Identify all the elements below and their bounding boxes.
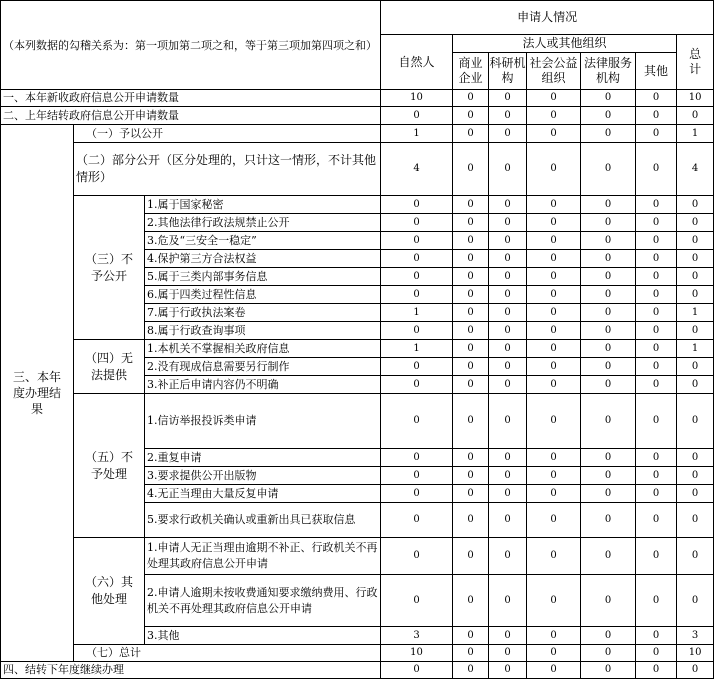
value-cell: 0 [581, 662, 636, 679]
value-cell: 0 [489, 376, 527, 394]
value-cell: 0 [489, 125, 527, 143]
value-cell: 0 [489, 449, 527, 467]
value-cell: 0 [677, 662, 714, 679]
value-cell: 0 [381, 214, 453, 232]
value-cell: 0 [581, 304, 636, 322]
value-cell: 0 [581, 503, 636, 538]
value-cell: 0 [677, 467, 714, 485]
value-cell: 0 [581, 196, 636, 214]
table-row [1, 645, 714, 662]
value-cell: 0 [581, 286, 636, 304]
value-cell: 0 [527, 322, 581, 340]
value-cell: 0 [453, 376, 489, 394]
value-cell: 0 [381, 394, 453, 449]
value-cell: 0 [636, 538, 677, 575]
value-cell: 0 [527, 232, 581, 250]
table-row [1, 196, 714, 214]
value-cell: 0 [453, 250, 489, 268]
value-cell: 0 [636, 376, 677, 394]
value-cell: 0 [381, 232, 453, 250]
value-cell: 0 [489, 575, 527, 627]
value-cell: 0 [677, 107, 714, 125]
header-sub-legal-service: 法律服务机构 [581, 53, 636, 90]
value-cell: 0 [453, 394, 489, 449]
header-applicant: 申请人情况 [381, 1, 714, 35]
row-label: 3.要求提供公开出版物 [145, 467, 381, 485]
value-cell: 0 [581, 232, 636, 250]
value-cell: 0 [489, 538, 527, 575]
row-label: 6.属于四类过程性信息 [145, 286, 381, 304]
row-label: 3.危及“三安全一稳定” [145, 232, 381, 250]
row-label: 5.要求行政机关确认或重新出具已获取信息 [145, 503, 381, 538]
row-label: 二、上年结转政府信息公开申请数量 [1, 107, 381, 125]
value-cell: 0 [527, 627, 581, 645]
value-cell: 0 [581, 340, 636, 358]
value-cell: 0 [453, 232, 489, 250]
value-cell: 0 [636, 394, 677, 449]
value-cell: 0 [489, 196, 527, 214]
value-cell: 0 [381, 286, 453, 304]
value-cell: 0 [527, 250, 581, 268]
table-row [1, 340, 714, 358]
value-cell: 0 [489, 358, 527, 376]
value-cell: 1 [381, 340, 453, 358]
value-cell: 0 [453, 125, 489, 143]
group-not-processed: （五）不予处理 [74, 394, 145, 538]
table-row [1, 125, 714, 143]
value-cell: 0 [581, 90, 636, 107]
value-cell: 0 [581, 250, 636, 268]
value-cell: 3 [381, 627, 453, 645]
value-cell: 0 [677, 538, 714, 575]
value-cell: 0 [489, 340, 527, 358]
value-cell: 0 [581, 449, 636, 467]
value-cell: 0 [636, 662, 677, 679]
value-cell: 0 [581, 143, 636, 196]
value-cell: 0 [636, 449, 677, 467]
value-cell: 0 [489, 90, 527, 107]
row-label: 1.属于国家秘密 [145, 196, 381, 214]
value-cell: 0 [636, 358, 677, 376]
value-cell: 3 [677, 627, 714, 645]
value-cell: 0 [527, 575, 581, 627]
value-cell: 0 [489, 286, 527, 304]
value-cell: 0 [527, 125, 581, 143]
table-row [1, 394, 714, 449]
value-cell: 0 [636, 645, 677, 662]
value-cell: 0 [453, 304, 489, 322]
value-cell: 0 [489, 143, 527, 196]
row-label: 4.无正当理由大量反复申请 [145, 485, 381, 503]
value-cell: 0 [677, 575, 714, 627]
value-cell: 0 [489, 645, 527, 662]
value-cell: 0 [381, 485, 453, 503]
value-cell: 0 [453, 485, 489, 503]
header-sub-research: 科研机构 [489, 53, 527, 90]
value-cell: 0 [581, 214, 636, 232]
group-not-disclosed: （三）不予公开 [74, 196, 145, 340]
value-cell: 0 [677, 214, 714, 232]
value-cell: 1 [677, 340, 714, 358]
table-row [1, 143, 714, 196]
value-cell: 0 [636, 250, 677, 268]
value-cell: 0 [677, 376, 714, 394]
row-label: 2.其他法律行政法规禁止公开 [145, 214, 381, 232]
value-cell: 0 [381, 376, 453, 394]
value-cell: 0 [636, 485, 677, 503]
row-label: （一）予以公开 [74, 125, 381, 143]
value-cell: 0 [381, 503, 453, 538]
header-legal: 法人或其他组织 [453, 35, 677, 53]
value-cell: 0 [527, 662, 581, 679]
value-cell: 10 [381, 645, 453, 662]
value-cell: 1 [677, 125, 714, 143]
row-label: 8.属于行政查询事项 [145, 322, 381, 340]
row-label: 1.本机关不掌握相关政府信息 [145, 340, 381, 358]
value-cell: 0 [527, 196, 581, 214]
value-cell: 0 [527, 286, 581, 304]
section-three-label: 三、本年度办理结果 [1, 125, 74, 662]
value-cell: 0 [453, 322, 489, 340]
value-cell: 0 [381, 449, 453, 467]
value-cell: 0 [453, 662, 489, 679]
value-cell: 0 [581, 394, 636, 449]
value-cell: 0 [489, 107, 527, 125]
value-cell: 0 [453, 214, 489, 232]
value-cell: 0 [636, 286, 677, 304]
row-label: 1.申请人无正当理由逾期不补正、行政机关不再处理其政府信息公开申请 [145, 538, 381, 575]
value-cell: 0 [581, 645, 636, 662]
value-cell: 0 [453, 645, 489, 662]
value-cell: 0 [581, 538, 636, 575]
value-cell: 0 [636, 575, 677, 627]
value-cell: 0 [489, 268, 527, 286]
value-cell: 0 [677, 485, 714, 503]
table-row [1, 90, 714, 107]
value-cell: 1 [677, 304, 714, 322]
value-cell: 0 [677, 268, 714, 286]
value-cell: 0 [636, 214, 677, 232]
value-cell: 0 [677, 286, 714, 304]
value-cell: 0 [581, 358, 636, 376]
value-cell: 0 [527, 538, 581, 575]
value-cell: 0 [489, 503, 527, 538]
value-cell: 0 [453, 358, 489, 376]
value-cell: 4 [381, 143, 453, 196]
value-cell: 0 [527, 503, 581, 538]
value-cell: 0 [527, 645, 581, 662]
value-cell: 0 [581, 467, 636, 485]
value-cell: 0 [677, 449, 714, 467]
table-row [1, 107, 714, 125]
header-sub-public-welfare: 社会公益组织 [527, 53, 581, 90]
value-cell: 0 [527, 304, 581, 322]
value-cell: 0 [381, 358, 453, 376]
value-cell: 0 [453, 107, 489, 125]
header-sub-business: 商业企业 [453, 53, 489, 90]
value-cell: 0 [489, 394, 527, 449]
value-cell: 0 [677, 322, 714, 340]
value-cell: 0 [489, 322, 527, 340]
value-cell: 0 [381, 538, 453, 575]
value-cell: 0 [527, 485, 581, 503]
row-label: （二）部分公开（区分处理的，只计这一情形，不计其他情形） [74, 143, 381, 196]
group-cannot-provide: （四）无法提供 [74, 340, 145, 394]
value-cell: 0 [527, 467, 581, 485]
value-cell: 0 [453, 627, 489, 645]
row-label: 2.重复申请 [145, 449, 381, 467]
value-cell: 0 [527, 107, 581, 125]
value-cell: 0 [527, 394, 581, 449]
value-cell: 0 [453, 575, 489, 627]
value-cell: 0 [489, 662, 527, 679]
value-cell: 0 [489, 304, 527, 322]
header-total: 总计 [677, 35, 714, 90]
value-cell: 0 [453, 449, 489, 467]
value-cell: 0 [453, 503, 489, 538]
value-cell: 0 [581, 575, 636, 627]
value-cell: 0 [636, 467, 677, 485]
value-cell: 0 [527, 268, 581, 286]
value-cell: 0 [527, 376, 581, 394]
header-natural: 自然人 [381, 35, 453, 90]
value-cell: 0 [453, 196, 489, 214]
value-cell: 0 [381, 662, 453, 679]
value-cell: 0 [677, 232, 714, 250]
value-cell: 0 [636, 304, 677, 322]
value-cell: 0 [677, 394, 714, 449]
value-cell: 10 [677, 645, 714, 662]
value-cell: 0 [381, 575, 453, 627]
header-sub-other: 其他 [636, 53, 677, 90]
value-cell: 0 [453, 286, 489, 304]
value-cell: 10 [677, 90, 714, 107]
value-cell: 0 [636, 627, 677, 645]
row-label: （七）总计 [74, 645, 381, 662]
row-label: 4.保护第三方合法权益 [145, 250, 381, 268]
row-label: 5.属于三类内部事务信息 [145, 268, 381, 286]
table-row [1, 662, 714, 679]
value-cell: 0 [489, 467, 527, 485]
value-cell: 0 [636, 125, 677, 143]
value-cell: 0 [636, 322, 677, 340]
value-cell: 0 [581, 627, 636, 645]
value-cell: 0 [527, 90, 581, 107]
value-cell: 0 [677, 358, 714, 376]
value-cell: 0 [677, 196, 714, 214]
value-cell: 0 [527, 358, 581, 376]
value-cell: 0 [636, 268, 677, 286]
value-cell: 10 [381, 90, 453, 107]
value-cell: 0 [636, 196, 677, 214]
row-label: 3.补正后申请内容仍不明确 [145, 376, 381, 394]
value-cell: 0 [489, 232, 527, 250]
value-cell: 0 [453, 538, 489, 575]
value-cell: 0 [453, 268, 489, 286]
value-cell: 0 [489, 627, 527, 645]
value-cell: 0 [677, 250, 714, 268]
group-other-processing: （六）其他处理 [74, 538, 145, 645]
table-row [1, 538, 714, 575]
value-cell: 0 [381, 467, 453, 485]
value-cell: 0 [381, 107, 453, 125]
header-note: （本列数据的勾稽关系为：第一项加第二项之和，等于第三项加第四项之和） [1, 1, 381, 90]
value-cell: 0 [636, 107, 677, 125]
value-cell: 0 [677, 503, 714, 538]
value-cell: 0 [453, 340, 489, 358]
value-cell: 0 [581, 268, 636, 286]
value-cell: 0 [636, 143, 677, 196]
value-cell: 0 [581, 485, 636, 503]
value-cell: 0 [489, 250, 527, 268]
value-cell: 0 [581, 107, 636, 125]
row-label: 3.其他 [145, 627, 381, 645]
value-cell: 0 [636, 90, 677, 107]
value-cell: 0 [489, 214, 527, 232]
value-cell: 1 [381, 304, 453, 322]
row-label: 7.属于行政执法案卷 [145, 304, 381, 322]
value-cell: 0 [453, 90, 489, 107]
value-cell: 0 [381, 268, 453, 286]
value-cell: 0 [527, 143, 581, 196]
value-cell: 0 [527, 214, 581, 232]
value-cell: 0 [636, 340, 677, 358]
row-label: 一、本年新收政府信息公开申请数量 [1, 90, 381, 107]
value-cell: 0 [636, 232, 677, 250]
value-cell: 0 [489, 485, 527, 503]
value-cell: 0 [381, 196, 453, 214]
value-cell: 0 [381, 250, 453, 268]
value-cell: 0 [453, 143, 489, 196]
row-label: 1.信访举报投诉类申请 [145, 394, 381, 449]
value-cell: 4 [677, 143, 714, 196]
value-cell: 0 [636, 503, 677, 538]
value-cell: 0 [581, 125, 636, 143]
row-label: 四、结转下年度继续办理 [1, 662, 381, 679]
row-label: 2.申请人逾期未按收费通知要求缴纳费用、行政机关不再处理其政府信息公开申请 [145, 575, 381, 627]
value-cell: 0 [527, 340, 581, 358]
value-cell: 0 [381, 322, 453, 340]
row-label: 2.没有现成信息需要另行制作 [145, 358, 381, 376]
value-cell: 1 [381, 125, 453, 143]
value-cell: 0 [581, 376, 636, 394]
value-cell: 0 [453, 467, 489, 485]
value-cell: 0 [527, 449, 581, 467]
value-cell: 0 [581, 322, 636, 340]
